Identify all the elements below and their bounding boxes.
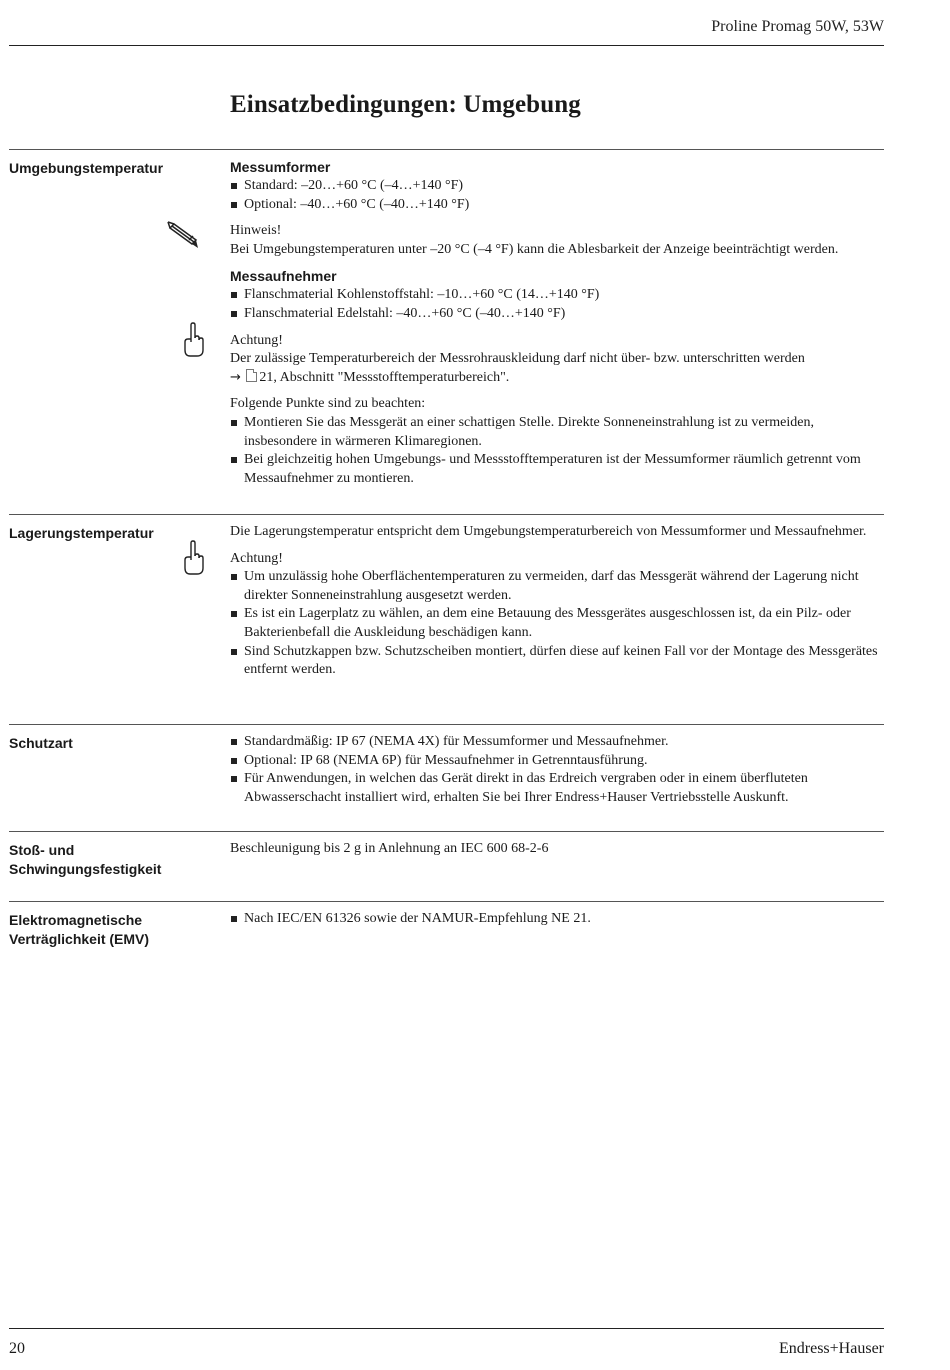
caution-text: Der zulässige Temperaturbereich der Messrohrauskleidung darf nicht über- bzw. unterschritten werden — [230, 351, 805, 367]
note-text: Bei Umgebungstemperaturen unter –20 °C (–4 °F) kann die Ablesbarkeit der Anzeige beeinträchtigt werden. — [230, 241, 839, 257]
section-label: Lagerungstemperatur — [9, 525, 154, 541]
section-content — [230, 158, 890, 488]
section-content — [230, 733, 890, 807]
sensor-heading: Messaufnehmer — [230, 268, 337, 285]
section-label — [9, 841, 219, 879]
page-ref-icon — [246, 369, 257, 382]
list-item: Nach IEC/EN 61326 sowie der NAMUR-Empfehlung NE 21. — [230, 910, 890, 929]
reference-text[interactable]: 21, Abschnitt "Messstofftemperaturbereich". — [259, 369, 510, 385]
note-block — [230, 222, 890, 259]
pointing-hand-icon — [180, 322, 208, 358]
points-intro: Folgende Punkte sind zu beachten: — [230, 396, 426, 412]
list-item: Standardmäßig: IP 67 (NEMA 4X) für Messumformer und Messaufnehmer. — [230, 733, 890, 752]
points-list — [230, 414, 890, 488]
pencil-note-icon — [164, 218, 204, 254]
storage-text: Die Lagerungstemperatur entspricht dem Umgebungstemperaturbereich von Messumformer und Messaufnehmer. — [230, 524, 867, 539]
footer-brand: Endress+Hauser — [779, 1340, 884, 1357]
section-emc — [9, 901, 884, 962]
header-rule — [9, 45, 884, 46]
section-label — [9, 911, 219, 949]
list-item: Flanschmaterial Kohlenstoffstahl: –10…+60 °C (14…+140 °F) — [230, 286, 890, 305]
list-item: Sind Schutzkappen bzw. Schutzscheiben montiert, dürfen diese auf keinen Fall vor der Montage des Messgerätes entfernt werden. — [230, 643, 890, 680]
label-line: Stoß- und — [9, 842, 75, 858]
pointing-hand-icon — [180, 540, 208, 576]
section-content — [230, 910, 890, 929]
section-storage-temperature — [9, 514, 884, 725]
section-label: Umgebungstemperatur — [9, 160, 164, 176]
list-item: Montieren Sie das Messgerät an einer schattigen Stelle. Direkte Sonneneinstrahlung ist zu vermeiden, insbesondere in wärmeren Klimaregionen. — [230, 414, 890, 451]
transmitter-heading: Messumformer — [230, 159, 331, 175]
page-title: Einsatzbedingungen: Umgebung — [230, 91, 581, 118]
caution-title: Achtung! — [230, 332, 283, 348]
label-line: Schwingungsfestigkeit — [9, 861, 162, 877]
caution-block — [230, 550, 890, 680]
document-header-title: Proline Promag 50W, 53W — [711, 18, 884, 35]
sensor-list — [230, 286, 890, 323]
section-ambient-temperature — [9, 149, 884, 515]
list-item: Optional: IP 68 (NEMA 6P) für Messaufnehmer in Getrenntausführung. — [230, 752, 890, 771]
section-content — [230, 840, 890, 859]
section-protection-class — [9, 724, 884, 832]
caution-reference — [230, 369, 890, 388]
shock-text: Beschleunigung bis 2 g in Anlehnung an IEC 600 68-2-6 — [230, 841, 549, 856]
note-title: Hinweis! — [230, 223, 282, 239]
list-item: Es ist ein Lagerplatz zu wählen, an dem eine Betauung des Messgerätes ausgeschlossen ist, da ein Pilz- oder Bakterienbefall die Auskleidung beschädigen kann. — [230, 605, 890, 642]
caution-block — [230, 332, 890, 388]
emc-list — [230, 910, 890, 929]
footer-rule — [9, 1328, 884, 1329]
arrow-right-icon: → — [230, 369, 241, 385]
section-label: Schutzart — [9, 735, 73, 751]
list-item: Flanschmaterial Edelstahl: –40…+60 °C (–40…+140 °F) — [230, 305, 890, 324]
list-item: Optional: –40…+60 °C (–40…+140 °F) — [230, 196, 890, 215]
label-line: Verträglichkeit (EMV) — [9, 931, 150, 947]
list-item: Standard: –20…+60 °C (–4…+140 °F) — [230, 177, 890, 196]
label-line: Elektromagnetische — [9, 912, 143, 928]
list-item: Für Anwendungen, in welchen das Gerät direkt in das Erdreich vergraben oder in einem überfluteten Abwasserschacht installiert wird, erhalten Sie bei Ihrer Endress+Hauser Vertriebsstelle Auskunft. — [230, 770, 890, 807]
protection-list — [230, 733, 890, 807]
transmitter-list — [230, 177, 890, 214]
section-content — [230, 523, 890, 680]
list-item: Bei gleichzeitig hohen Umgebungs- und Messstofftemperaturen ist der Messumformer räumlich getrennt vom Messaufnehmer zu montieren. — [230, 451, 890, 488]
caution-title: Achtung! — [230, 550, 283, 566]
storage-caution-list — [230, 568, 890, 680]
section-shock-vibration — [9, 831, 884, 902]
page-number: 20 — [9, 1340, 25, 1357]
list-item: Um unzulässig hohe Oberflächentemperaturen zu vermeiden, darf das Messgerät während der Lagerung nicht direkter Sonneneinstrahlung ausgesetzt werden. — [230, 568, 890, 605]
